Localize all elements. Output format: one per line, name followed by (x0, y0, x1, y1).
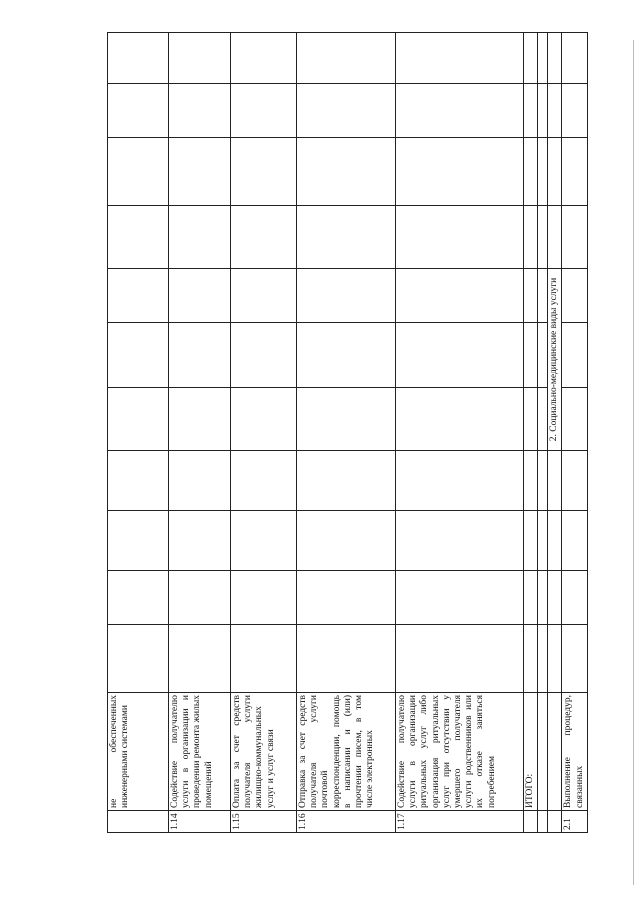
empty-cell (169, 388, 231, 451)
empty-cell (231, 84, 297, 138)
empty-cell (548, 571, 562, 625)
empty-cell (108, 323, 169, 388)
empty-cell (396, 138, 524, 206)
table-row (562, 33, 587, 833)
empty-cell (231, 571, 297, 625)
row-number: 1.17 (396, 811, 524, 833)
service-description: Отправка за счет средств получателя услуги почтовой корреспонденции, помощь в написании и (или) прочтении писем, в том числе электронных (297, 693, 396, 811)
service-description: Оплата за счет средств получателя услуги жилищно-коммунальных услуг и услуг связи (231, 693, 297, 811)
section-row (548, 33, 562, 833)
empty-cell (538, 693, 548, 811)
empty-cell (562, 84, 587, 138)
empty-cell (297, 571, 396, 625)
empty-cell (231, 33, 297, 84)
empty-cell (297, 451, 396, 511)
empty-cell (524, 511, 538, 571)
empty-cell (108, 511, 169, 571)
empty-cell (548, 84, 562, 138)
rotated-table-wrapper (107, 33, 585, 833)
empty-cell (548, 33, 562, 84)
empty-cell (231, 323, 297, 388)
empty-cell (169, 84, 231, 138)
service-description: Содействие получателю услуги в организации и проведении ремонта жилых помещений (169, 693, 231, 811)
empty-cell (396, 625, 524, 693)
empty-cell (297, 138, 396, 206)
row-number: 2.1 (562, 811, 587, 833)
empty-cell (169, 511, 231, 571)
empty-cell (562, 451, 587, 511)
empty-cell (562, 625, 587, 693)
empty-cell (108, 84, 169, 138)
empty-cell (396, 323, 524, 388)
empty-cell (562, 388, 587, 451)
empty-cell (524, 84, 538, 138)
empty-cell (169, 625, 231, 693)
empty-cell (524, 138, 538, 206)
service-description: Выполнение процедур, связанных (562, 693, 587, 811)
empty-cell (297, 323, 396, 388)
total-label: ИТОГО: (524, 693, 538, 811)
empty-cell (297, 511, 396, 571)
row-number: 1.16 (297, 811, 396, 833)
empty-cell (108, 571, 169, 625)
empty-cell (169, 451, 231, 511)
table-row (169, 33, 231, 833)
empty-cell (538, 84, 548, 138)
empty-cell (538, 206, 548, 269)
empty-cell (108, 33, 169, 84)
empty-cell (524, 811, 538, 833)
row-number: 1.15 (231, 811, 297, 833)
empty-cell (538, 323, 548, 388)
empty-cell (396, 33, 524, 84)
empty-cell (297, 625, 396, 693)
table-row (297, 33, 396, 833)
empty-cell (396, 84, 524, 138)
empty-cell (538, 138, 548, 206)
empty-cell (538, 811, 548, 833)
section-title: 2. Социально-медицинские виды услуги (548, 269, 562, 451)
empty-cell (524, 206, 538, 269)
table-row (524, 33, 538, 833)
row-number (108, 811, 169, 833)
empty-cell (231, 625, 297, 693)
empty-cell (548, 693, 562, 811)
services-table (107, 32, 588, 833)
empty-cell (169, 33, 231, 84)
empty-cell (108, 269, 169, 323)
empty-cell (108, 625, 169, 693)
empty-cell (231, 388, 297, 451)
empty-cell (231, 138, 297, 206)
empty-cell (524, 571, 538, 625)
empty-cell (231, 511, 297, 571)
empty-cell (396, 571, 524, 625)
empty-cell (524, 269, 538, 323)
empty-cell (562, 33, 587, 84)
empty-cell (548, 625, 562, 693)
empty-cell (396, 269, 524, 323)
empty-cell (548, 451, 562, 511)
service-description: Содействие получателю услуги в организации ритуальных услуг либо организация ритуальных услуг при отсутствии у умершего получателя услуги родственников или их отказе заняться погребением (396, 693, 524, 811)
empty-cell (538, 33, 548, 84)
empty-cell (108, 451, 169, 511)
table-row (396, 33, 524, 833)
empty-cell (297, 206, 396, 269)
empty-cell (538, 571, 548, 625)
empty-cell (524, 323, 538, 388)
empty-cell (562, 269, 587, 323)
empty-cell (396, 451, 524, 511)
empty-cell (297, 269, 396, 323)
row-number: 1.14 (169, 811, 231, 833)
empty-cell (396, 388, 524, 451)
empty-cell (524, 451, 538, 511)
empty-cell (231, 451, 297, 511)
table-row (108, 33, 169, 833)
empty-cell (562, 138, 587, 206)
empty-cell (297, 388, 396, 451)
empty-cell (538, 625, 548, 693)
empty-cell (108, 388, 169, 451)
table-row (231, 33, 297, 833)
empty-cell (548, 511, 562, 571)
empty-cell (538, 451, 548, 511)
empty-cell (524, 625, 538, 693)
table-row (538, 33, 548, 833)
empty-cell (538, 269, 548, 323)
empty-cell (548, 811, 562, 833)
empty-cell (169, 323, 231, 388)
empty-cell (297, 84, 396, 138)
empty-cell (169, 206, 231, 269)
empty-cell (169, 571, 231, 625)
empty-cell (562, 511, 587, 571)
empty-cell (108, 138, 169, 206)
empty-cell (524, 388, 538, 451)
empty-cell (169, 269, 231, 323)
empty-cell (538, 511, 548, 571)
empty-cell (548, 206, 562, 269)
empty-cell (562, 323, 587, 388)
empty-cell (231, 269, 297, 323)
empty-cell (524, 33, 538, 84)
empty-cell (538, 388, 548, 451)
empty-cell (548, 138, 562, 206)
empty-cell (231, 206, 297, 269)
empty-cell (562, 571, 587, 625)
empty-cell (396, 511, 524, 571)
empty-cell (396, 206, 524, 269)
empty-cell (297, 33, 396, 84)
empty-cell (169, 138, 231, 206)
service-description: не обеспеченных инженерными системами (108, 693, 169, 811)
empty-cell (562, 206, 587, 269)
empty-cell (108, 206, 169, 269)
